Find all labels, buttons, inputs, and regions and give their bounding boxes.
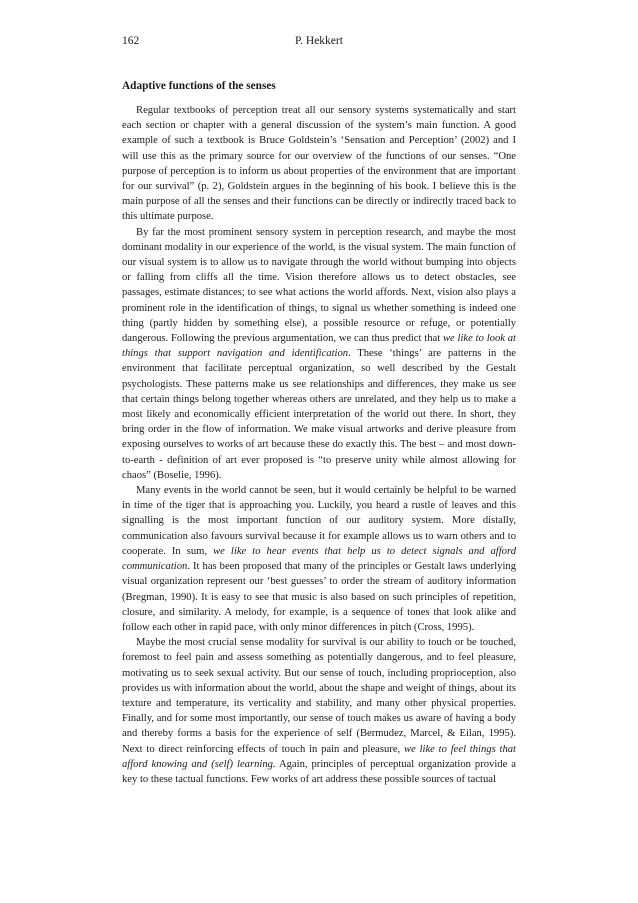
body-text bbox=[122, 103, 516, 787]
paragraph-4-emphasis: we like to feel things that afford knowing and (self) learning. bbox=[122, 743, 516, 770]
paragraph-3-emphasis: we like to hear events that help us to detect signals and afford communication bbox=[122, 545, 516, 573]
paragraph-2-text-1: By far the most prominent sensory system in perception research, and maybe the most dominant modality in our experience of the world, is the visual system. The main function of our visual system is to allow us to navigate through the world without bumping into objects or falling from cliffs all the time. Vision therefore allows us to detect obstacles, see passages, estimate distances; to see what actions the world affords. Next, vision also plays a prominent role in the identification of things, to signal us whether something is indeed one thing (partly hidden by something else), a possible resource or refuge, or potentially dangerous. Following the previous argumentation, we can thus predict that bbox=[122, 226, 516, 345]
paragraph-1-text-1: Regular textbooks of perception treat all our sensory systems systematically and start each section or chapter with a general discussion of the system’s main function. A good example of such a textbook is Bruce Goldstein’s ‘Sensation and Perception’ (2002) and I will use this as the primary source for our overview of the functions of our senses. “One purpose of perception is to inform us about properties of the environment that are important for our survival” (p. 2), Goldstein argues in the beginning of his book. I believe this is the main purpose of all the senses and their functions can be directly or indirectly traced back to this ultimate purpose. bbox=[122, 105, 516, 223]
page-number: 162 bbox=[122, 35, 140, 47]
paragraph-2 bbox=[122, 225, 516, 483]
paragraph-3-text-1: Many events in the world cannot be seen, but it would certainly be helpful to be warned in time of the tiger that is approaching you. Luckily, you heard a rustle of leaves and this signalling is the most important function of our auditory system. More distally, communication also favours survival because it for example allows us to warn others and to cooperate. In sum, bbox=[122, 485, 516, 557]
paragraph-3-text-2: . It has been proposed that many of the principles or Gestalt laws underlying visual organization represent our ‘best guesses’ to order the stream of auditory information (Bregman, 1990). It is easy to see that music is also based on such principles of repetition, closure, and similarity. A melody, for example, is a sequence of tones that look alike and follow each other in rapid pace, with only minor differences in pitch (Cross, 1995). bbox=[122, 561, 516, 633]
paragraph-4-text-1: Maybe the most crucial sense modality for survival is our ability to touch or be touched, foremost to feel pain and assess something as potentially dangerous, and to feel pleasure, motivating us to seek sexual activity. But our sense of touch, including proprioception, also provides us with information about the world, about the shape and weight of things, about its texture and temperature, its verticality and stability, and many other physical properties. Finally, and for some most importantly, our sense of touch makes us aware of having a body and thereby forms a basis for the experience of self (Bermudez, Marcel, & Eilan, 1995). Next to direct reinforcing effects of touch in pain and pleasure, bbox=[122, 637, 516, 755]
paragraph-4 bbox=[122, 635, 516, 787]
running-head-author: P. Hekkert bbox=[295, 35, 343, 47]
paragraph-4-text-2: Again, principles of perceptual organization provide a key to these tactual functions. Few works of art address these possible sources of tactual bbox=[122, 758, 516, 785]
section-title: Adaptive functions of the senses bbox=[122, 80, 276, 92]
paragraph-2-text-2: . These ‘things’ are patterns in the environment that facilitate perceptual organization, so well described by the Gestalt psychologists. These patterns make us see relationships and differences, they make us see that certain things belong together whereas others are unrelated, and they help us to make a most likely and economically efficient interpretation of the world out there. In short, they bring order in the flow of information. We make visual artworks and derive pleasure from exposing ourselves to works of art because these do exactly this. The best – and most down-to-earth - definition of art ever proposed is “to preserve unity while almost allowing for chaos” (Boselie, 1996). bbox=[122, 348, 516, 481]
paragraph-2-emphasis: we like to look at things that support navigation and identification bbox=[122, 333, 517, 360]
paragraph-3 bbox=[122, 483, 516, 635]
paragraph-1 bbox=[122, 103, 516, 225]
